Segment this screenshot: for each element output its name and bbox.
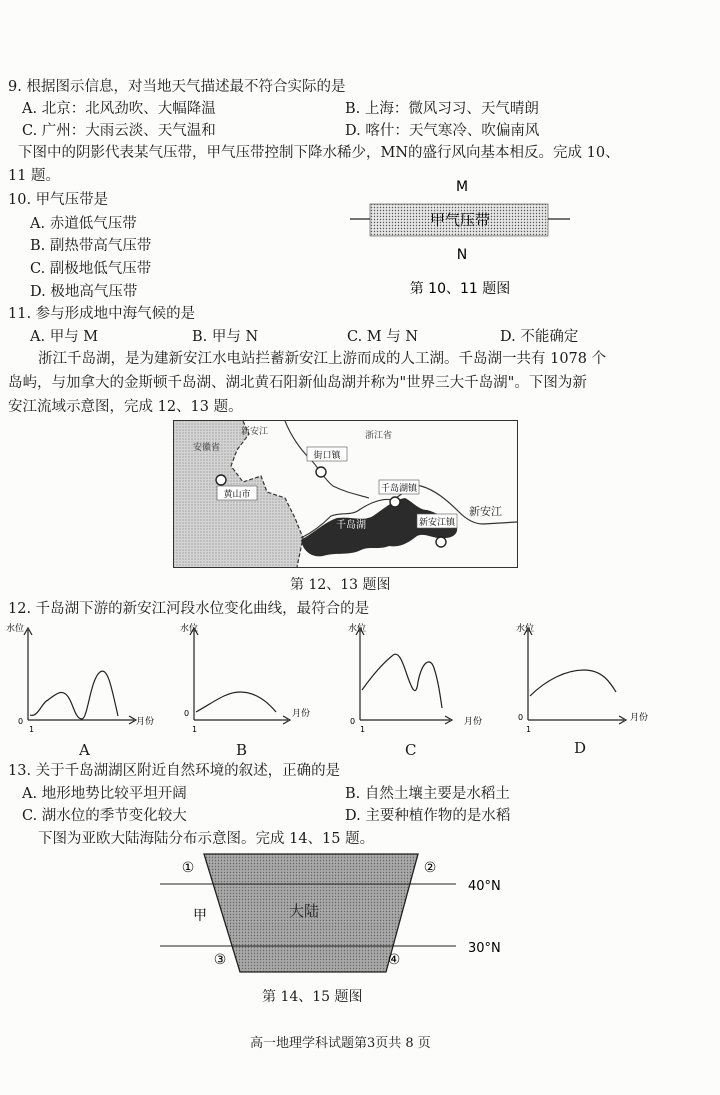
graph-d-one: 1 (526, 725, 532, 732)
q10-option-c: C. 副极地低气压带 (30, 261, 152, 277)
q10-stem: 10. 甲气压带是 (8, 192, 109, 208)
page-footer: 高一地理学科试题第3页共 8 页 (250, 1036, 431, 1051)
q9-option-a: A. 北京：北风劲吹、大幅降温 (22, 101, 216, 117)
graph-b (168, 620, 338, 732)
circle-2: ② (423, 860, 437, 876)
graph-c-letter: C (405, 741, 417, 759)
graph-b-curve (196, 692, 276, 712)
graph-b-letter: B (236, 741, 248, 759)
label-jiekou: 街口镇 (313, 451, 341, 461)
jiekou-marker (316, 467, 326, 477)
huangshan-marker (216, 475, 226, 485)
q11-stem: 11. 参与形成地中海气候的是 (8, 306, 196, 322)
label-30n: 30°N (468, 941, 501, 956)
graph-c-xlabel: 月份 (464, 717, 483, 727)
graph-a (2, 620, 172, 732)
graph-a-letter: A (79, 741, 90, 759)
circle-1: ① (181, 860, 195, 876)
q10-option-b: B. 副热带高气压带 (30, 238, 152, 254)
q11-option-d: D. 不能确定 (500, 329, 579, 345)
q10-option-a: A. 赤道低气压带 (30, 216, 137, 232)
q11-option-c: C. M 与 N (347, 329, 419, 345)
graph-a-xlabel: 月份 (136, 717, 155, 727)
graph-c-ylabel: 水位 (348, 624, 367, 634)
graph-d-origin: 0 (518, 713, 524, 722)
label-anhui: 安徽省 (193, 443, 221, 453)
label-zhejiang: 浙江省 (365, 431, 393, 441)
intro-14-15: 下图为亚欧大陆海陆分布示意图。完成 14、15 题。 (38, 831, 375, 847)
q9-stem: 9. 根据图示信息，对当地天气描述最不符合实际的是 (8, 79, 346, 95)
q13-option-d: D. 主要种植作物的是水稻 (345, 808, 511, 824)
label-n: N (456, 247, 468, 263)
label-land: 大陆 (288, 902, 320, 920)
town2-marker (436, 537, 446, 547)
graph-b-ylabel: 水位 (180, 624, 199, 634)
q11-option-b: B. 甲与 N (192, 329, 259, 345)
graph-d-letter: D (574, 739, 587, 757)
graph-c-one: 1 (360, 725, 366, 732)
xinanjiang-basin-map (173, 420, 518, 568)
intro-12-13-line3: 安江流域示意图，完成 12、13 题。 (8, 399, 243, 415)
graph-d-xlabel: 月份 (630, 713, 649, 723)
intro-10-11-line1: 下图中的阴影代表某气压带，甲气压带控制下降水稀少，MN的盛行风向基本相反。完成 10、 (18, 145, 620, 161)
graph-d-ylabel: 水位 (516, 624, 535, 634)
band-label: 甲气压带 (429, 211, 491, 229)
q13-option-b: B. 自然土壤主要是水稻土 (345, 786, 510, 802)
graph-a-one: 1 (29, 725, 35, 732)
label-jia: 甲 (193, 908, 207, 924)
graph-c (340, 620, 510, 732)
graph-d (510, 620, 680, 732)
circle-3: ③ (213, 952, 227, 968)
town1-marker (390, 497, 400, 507)
q13-stem: 13. 关于千岛湖湖区附近自然环境的叙述，正确的是 (8, 763, 341, 779)
pressure-belt-figure (340, 176, 580, 301)
graph-b-xlabel: 月份 (292, 709, 311, 719)
label-lake: 千岛湖 (336, 520, 366, 531)
label-40n: 40°N (468, 879, 501, 894)
q9-option-d: D. 喀什：天气寒冷、吹偏南风 (345, 123, 540, 139)
graph-c-origin: 0 (350, 717, 356, 726)
q13-option-a: A. 地形地势比较平坦开阔 (22, 786, 187, 802)
q9-option-b: B. 上海：微风习习、天气晴朗 (345, 101, 539, 117)
label-xinanjiang: 新安江 (469, 505, 502, 518)
q11-option-a: A. 甲与 M (30, 329, 99, 345)
intro-12-13-line2: 岛屿，与加拿大的金斯顿千岛湖、湖北黄石阳新仙岛湖并称为"世界三大千岛湖"。下图为新 (8, 375, 587, 391)
q10-option-d: D. 极地高气压带 (30, 284, 138, 300)
label-huangshan: 黄山市 (223, 490, 251, 500)
intro-10-11-line2: 11 题。 (8, 168, 61, 184)
circle-4: ④ (387, 952, 401, 968)
graph-c-curve (362, 654, 442, 708)
label-town2: 新安江镇 (418, 518, 456, 528)
q9-option-c: C. 广州：大雨云淡、天气温和 (22, 123, 216, 139)
label-m: M (455, 179, 469, 195)
intro-12-13-line1: 浙江千岛湖，是为建新安江水电站拦蓄新安江上游而成的人工湖。千岛湖一共有 1078 个 (38, 351, 607, 367)
label-xinanjiang-upper: 新安江 (241, 427, 269, 437)
q13-option-c: C. 湖水位的季节变化较大 (22, 808, 187, 824)
eurasia-land-sea-figure (160, 850, 520, 978)
graph-a-origin: 0 (18, 717, 24, 726)
graph-b-origin: 0 (184, 709, 190, 718)
graph-d-curve (530, 670, 616, 696)
map-caption: 第 12、13 题图 (290, 577, 391, 593)
graph-a-ylabel: 水位 (6, 624, 25, 634)
q12-stem: 12. 千岛湖下游的新安江河段水位变化曲线，最符合的是 (8, 601, 370, 617)
graph-a-curve (30, 671, 118, 719)
figure-10-caption: 第 10、11 题图 (409, 281, 511, 297)
figure-14-caption: 第 14、15 题图 (262, 989, 363, 1005)
label-town1: 千岛湖镇 (380, 484, 418, 494)
graph-b-one: 1 (192, 725, 198, 732)
